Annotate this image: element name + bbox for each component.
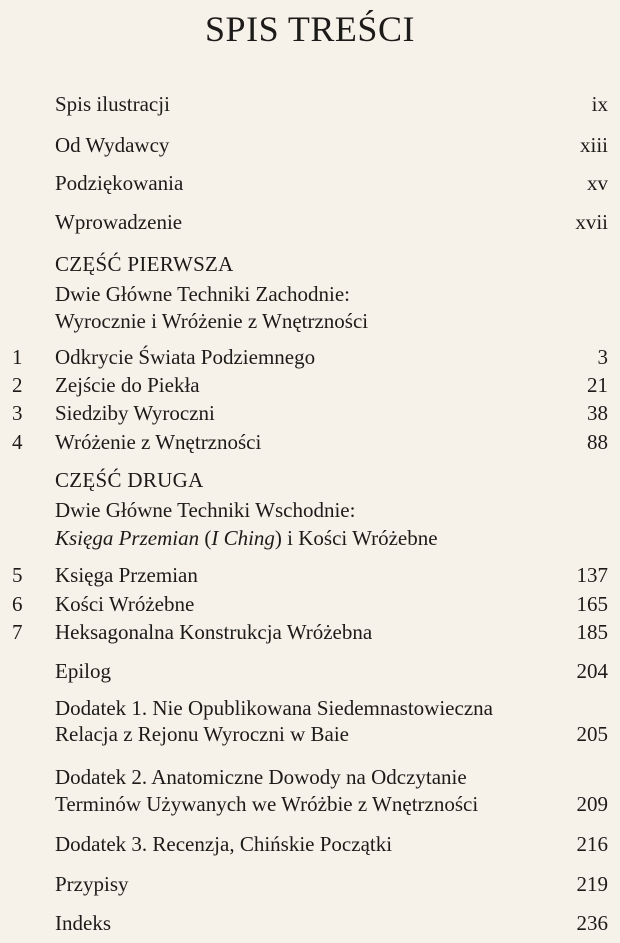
part-two-subtitle-line1: Dwie Główne Techniki Wschodnie: (55, 498, 356, 522)
toc-entry-page: 165 (576, 592, 608, 616)
toc-entry-label: Siedziby Wyroczni (55, 401, 215, 425)
toc-entry-label: Wprowadzenie (55, 210, 183, 234)
toc-entry-page: 88 (587, 430, 608, 454)
chapter-number: 2 (12, 373, 23, 397)
toc-entry-page: xiii (579, 133, 608, 157)
toc-entry-page: xvii (575, 210, 608, 234)
part-two-heading: CZĘŚĆ DRUGA (55, 468, 204, 492)
subtitle-italic-book: Księga Przemian (55, 526, 200, 550)
part-one-subtitle-line2: Wyrocznie i Wróżenie z Wnętrzności (55, 309, 369, 333)
subtitle-paren-open: ( (199, 526, 212, 550)
chapter-number: 5 (12, 563, 23, 587)
toc-entry-label: Dodatek 3. Recenzja, Chińskie Początki (55, 832, 393, 856)
toc-entry-label: Indeks (55, 911, 111, 935)
toc-entry-page: 236 (576, 911, 608, 935)
toc-entry-label: Od Wydawcy (55, 133, 170, 157)
toc-entry-label: Księga Przemian (55, 563, 198, 587)
chapter-number: 3 (12, 401, 23, 425)
toc-entry-label: Relacja z Rejonu Wyroczni w Baie (55, 722, 349, 746)
toc-entry-label: Wróżenie z Wnętrzności (55, 430, 262, 454)
chapter-number: 4 (12, 430, 23, 454)
toc-entry-label: Przypisy (55, 872, 129, 896)
part-two-subtitle-line2 (55, 526, 438, 551)
toc-entry-label: Terminów Używanych we Wróżbie z Wnętrzności (55, 792, 479, 816)
chapter-number: 1 (12, 345, 23, 369)
toc-entry-page: 219 (576, 872, 608, 896)
toc-entry-page: 209 (576, 792, 608, 816)
part-one-heading: CZĘŚĆ PIERWSZA (55, 252, 234, 276)
toc-entry-page: 204 (576, 659, 608, 683)
chapter-number: 6 (12, 592, 23, 616)
toc-entry-page: 38 (587, 401, 608, 425)
toc-entry-page: 205 (576, 722, 608, 746)
toc-entry-label: Spis ilustracji (55, 92, 170, 116)
toc-entry-label: Dodatek 1. Nie Opublikowana Siedemnastowieczna (55, 696, 493, 720)
toc-entry-page: 3 (597, 345, 608, 369)
page-title: SPIS TREŚCI (205, 9, 415, 49)
toc-entry-label: Podziękowania (55, 171, 184, 195)
toc-entry-label: Zejście do Piekła (55, 373, 200, 397)
subtitle-rest: ) i Kości Wróżebne (274, 526, 438, 550)
toc-entry-label: Odkrycie Świata Podziemnego (55, 345, 316, 369)
subtitle-italic-iching: I Ching (211, 526, 275, 550)
chapter-number: 7 (12, 620, 23, 644)
toc-entry-page: 137 (576, 563, 608, 587)
toc-entry-label: Epilog (55, 659, 111, 683)
toc-entry-label: Kości Wróżebne (55, 592, 195, 616)
toc-entry-page: 21 (587, 373, 608, 397)
toc-entry-label: Heksagonalna Konstrukcja Wróżebna (55, 620, 373, 644)
part-one-subtitle-line1: Dwie Główne Techniki Zachodnie: (55, 282, 350, 306)
toc-entry-label: Dodatek 2. Anatomiczne Dowody na Odczytanie (55, 765, 467, 789)
toc-entry-page: ix (591, 92, 608, 116)
toc-entry-page: xv (587, 171, 608, 195)
toc-entry-page: 216 (576, 832, 608, 856)
toc-entry-page: 185 (576, 620, 608, 644)
